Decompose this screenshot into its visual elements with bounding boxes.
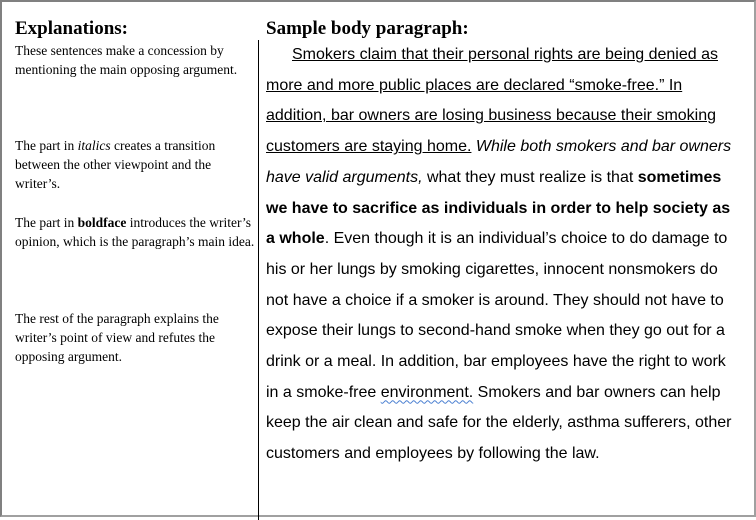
spellcheck-word: environment. xyxy=(380,383,474,401)
paragraph-concession: Smokers claim that their personal rights are being denied as more and more public places are declared “smoke-free.” In addition, bar owners are losing business because their smoking customers are staying home. xyxy=(266,46,718,156)
explanation-main-idea-text: introduces the writer’s opinion, which is the paragraph’s main idea. xyxy=(15,215,255,249)
explanation-concession: These sentences make a concession by mentioning the main opposing argument. xyxy=(15,43,238,77)
paragraph-main-idea: sometimes we have to sacrifice as individuals in order to help society as a whole xyxy=(266,168,731,248)
paragraph-transition: While both smokers and bar owners have valid arguments, xyxy=(266,138,732,186)
explanations-column xyxy=(15,18,255,364)
explanations-heading: Explanations: xyxy=(15,18,128,39)
column-divider xyxy=(258,40,259,520)
paragraph-connector: what they must realize is that xyxy=(422,168,638,186)
sample-paragraph-heading: Sample body paragraph: xyxy=(266,18,469,39)
paragraph-support-1: . Even though it is an individual’s choice to do damage to his or her lungs by smoking cigarettes, innocent nonsmokers do not have a choice if a smoker is around. They should not have to expose their lungs to second-hand smoke when they go out for a drink or a meal. In addition, bar employees have the right to work in a smoke-free xyxy=(266,230,728,401)
explanation-transition xyxy=(15,136,255,193)
explanation-main-idea-prefix: The part in xyxy=(15,215,78,230)
paragraph-support-2: Smokers and bar owners can help keep the air clean and safe for the elderly, asthma sufferers, other customers and employees by following the law. xyxy=(266,383,732,463)
explanation-transition-prefix: The part in xyxy=(15,138,78,153)
explanation-transition-text: creates a transition between the other viewpoint and the writer’s. xyxy=(15,138,216,191)
explanation-rest: The rest of the paragraph explains the writer’s point of view and refutes the opposing argument. xyxy=(15,311,219,364)
explanation-main-idea-bold-word: boldface xyxy=(77,215,127,230)
explanation-transition-italic-word: italics xyxy=(77,138,111,153)
sample-body-paragraph xyxy=(266,40,742,470)
sample-paragraph-column xyxy=(266,18,746,40)
explanation-main-idea xyxy=(15,213,255,251)
